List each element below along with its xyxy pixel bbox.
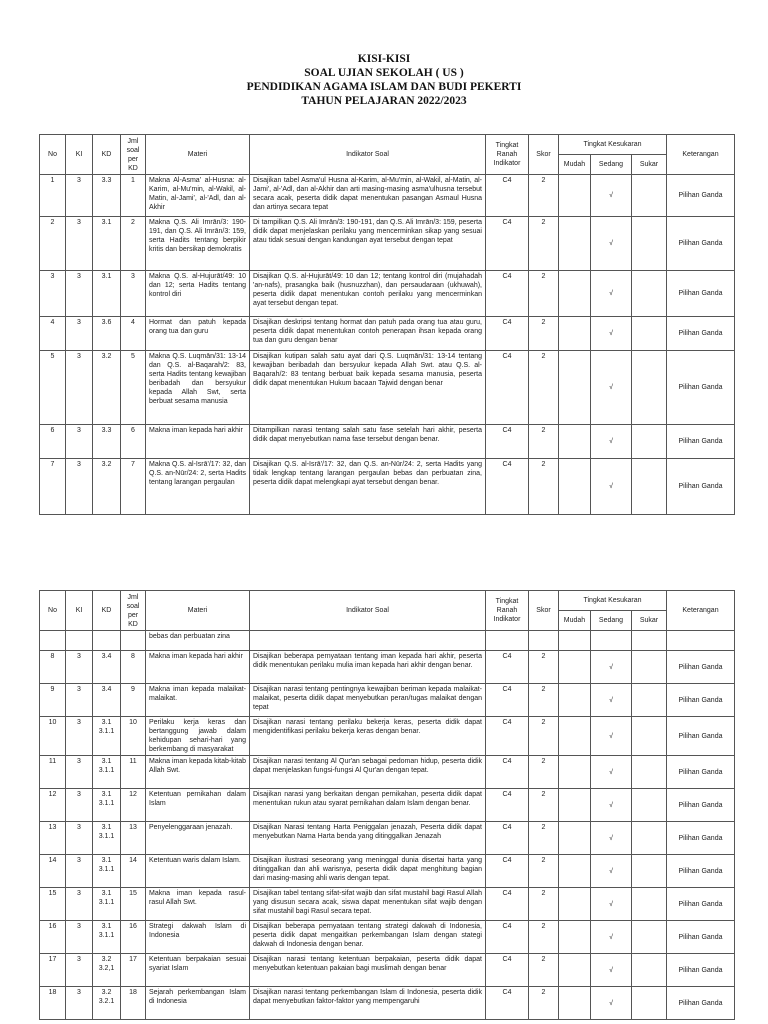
cell-ranah: C4 bbox=[486, 717, 529, 756]
cell-jml-soal: 15 bbox=[121, 888, 146, 921]
cell-skor: 2 bbox=[529, 855, 559, 888]
table-row bbox=[40, 822, 735, 855]
cell-sedang: √ bbox=[591, 217, 632, 271]
cell-skor: 2 bbox=[529, 717, 559, 756]
cell-materi: Makna Q.S. Luqmān/31: 13-14 dan Q.S. al-Baqarah/2: 83, serta Hadits tentang kewajiban beribadah dan bersyukur kepada Allah Swt, serta berbuat sesama manusia bbox=[146, 351, 250, 425]
cell-kd: 3.2 3.2,1 bbox=[93, 954, 121, 987]
cell-ki: 3 bbox=[66, 175, 93, 217]
cell-mudah bbox=[559, 987, 591, 1020]
cell-no: 8 bbox=[40, 651, 66, 684]
cell-keterangan: Pilihan Ganda bbox=[667, 459, 735, 515]
cell-sedang: √ bbox=[591, 459, 632, 515]
title-line-2: SOAL UJIAN SEKOLAH ( US ) bbox=[304, 67, 464, 79]
header-sukar: Sukar bbox=[632, 155, 667, 175]
cell-keterangan: Pilihan Ganda bbox=[667, 217, 735, 271]
cell-ranah: C4 bbox=[486, 317, 529, 351]
cell-no: 5 bbox=[40, 351, 66, 425]
header-materi: Materi bbox=[146, 135, 250, 175]
cell-keterangan: Pilihan Ganda bbox=[667, 822, 735, 855]
cell-keterangan: Pilihan Ganda bbox=[667, 317, 735, 351]
table-row bbox=[40, 317, 735, 351]
cell-sedang: √ bbox=[591, 175, 632, 217]
cell-indikator: Disajikan Narasi tentang Harta Peniggalan jenazah, Peserta didik dapat menyebutkan Nama Harta benda yang ditinggalkan Jenazah bbox=[250, 822, 486, 855]
cell-materi: Ketentuan berpakaian sesuai syariat Islam bbox=[146, 954, 250, 987]
header-no: No bbox=[40, 591, 66, 631]
cell-kd: 3.1 3.1.1 bbox=[93, 822, 121, 855]
cell-no: 13 bbox=[40, 822, 66, 855]
cell-ranah: C4 bbox=[486, 175, 529, 217]
cell-kd: 3.1 3.1.1 bbox=[93, 789, 121, 822]
cell-kd: 3.4 bbox=[93, 651, 121, 684]
cell-indikator: Disajikan kutipan salah satu ayat dari Q.S. Luqmān/31: 13-14 tentang kewajiban beribadah dan bersyukur kepada Allah Swt. atau Q.S. al-Baqarah/2: 83 tentang berbuat baik kepada sesama manusia, peserta didik dapat menentukan Hukum bacaan Tajwid dengan benar bbox=[250, 351, 486, 425]
table-row bbox=[40, 684, 735, 717]
cell-skor: 2 bbox=[529, 651, 559, 684]
cell-materi: Ketentuan waris dalam Islam. bbox=[146, 855, 250, 888]
cell-kd: 3.6 bbox=[93, 317, 121, 351]
cell-indikator: Disajikan deskripsi tentang hormat dan patuh pada orang tua atau guru, peserta didik dapat menentukan contoh penerapan ihsan kepada orang tua dan guru dengan benar bbox=[250, 317, 486, 351]
cell-ranah: C4 bbox=[486, 954, 529, 987]
cell-sukar bbox=[632, 651, 667, 684]
cell-skor: 2 bbox=[529, 684, 559, 717]
cell-kd: 3.1 3.1.1 bbox=[93, 921, 121, 954]
table-row bbox=[40, 954, 735, 987]
cell-jml-soal: 16 bbox=[121, 921, 146, 954]
cell-kd: 3.2 bbox=[93, 351, 121, 425]
cell-ki: 3 bbox=[66, 987, 93, 1020]
cell-sedang: √ bbox=[591, 954, 632, 987]
cell-sukar bbox=[632, 954, 667, 987]
cell-indikator: Disajikan tabel tentang sifat-sifat wajib dan sifat mustahil bagi Rasul Allah yang disusun secara acak, siswa dapat menentukan sifat wajib dengan sifat mustahil bagi Rasul secara tepat. bbox=[250, 888, 486, 921]
header-tingkat-ranah: Tingkat Ranah Indikator bbox=[486, 135, 529, 175]
table-2-body bbox=[40, 631, 735, 1020]
cell-no: 3 bbox=[40, 271, 66, 317]
cell-sukar bbox=[632, 217, 667, 271]
header-jml-soal: Jml soal per KD bbox=[121, 135, 146, 175]
header-ki: KI bbox=[66, 135, 93, 175]
cell-ranah: C4 bbox=[486, 459, 529, 515]
cell-ki: 3 bbox=[66, 855, 93, 888]
cell-indikator: Disajikan narasi yang berkaitan dengan pernikahan, peserta didik dapat menentukan rukun atau syarat pernikahan dalam Islam dengan benar. bbox=[250, 789, 486, 822]
cell-sukar bbox=[632, 459, 667, 515]
cell-mudah bbox=[559, 756, 591, 789]
cell-skor: 2 bbox=[529, 317, 559, 351]
cell-skor: 2 bbox=[529, 459, 559, 515]
cell-indikator: Disajikan narasi tentang perilaku bekerja keras, peserta didik dapat mengidentifikasi perilaku bekerja keras dengan benar. bbox=[250, 717, 486, 756]
cell-no: 16 bbox=[40, 921, 66, 954]
title-line-3: PENDIDIKAN AGAMA ISLAM DAN BUDI PEKERTI bbox=[246, 81, 522, 93]
cell-jml-soal: 4 bbox=[121, 317, 146, 351]
header-kd: KD bbox=[93, 591, 121, 631]
cell-sukar bbox=[632, 921, 667, 954]
cell-materi: Makna Q.S. al-Hujurāt/49: 10 dan 12; serta Hadits tentang kontrol diri bbox=[146, 271, 250, 317]
cell-keterangan: Pilihan Ganda bbox=[667, 425, 735, 459]
cell-ranah: C4 bbox=[486, 651, 529, 684]
cell-no: 14 bbox=[40, 855, 66, 888]
cell-kd: 3.1 bbox=[93, 217, 121, 271]
cell-mudah bbox=[559, 351, 591, 425]
cell-mudah bbox=[559, 684, 591, 717]
cell-sukar bbox=[632, 789, 667, 822]
cell-materi: Penyelenggaraan jenazah. bbox=[146, 822, 250, 855]
title-line-4: TAHUN PELAJARAN 2022/2023 bbox=[301, 95, 467, 107]
cell-ki: 3 bbox=[66, 351, 93, 425]
cell-sedang: √ bbox=[591, 756, 632, 789]
cell-materi: Makna iman kepada hari akhir bbox=[146, 425, 250, 459]
cell-ranah: C4 bbox=[486, 987, 529, 1020]
cell-materi: Strategi dakwah Islam di Indonesia bbox=[146, 921, 250, 954]
cell-indikator: Disajikan Q.S. al-Hujurāt/49: 10 dan 12; tentang kontrol diri (mujahadah 'an-nafs), prasangka baik (husnuzzhan), dan persaudaraan (ukhuwah), peserta didik dapat menentukan contoh perilaku yang mencerminkan ayat tersebut dengan tepat. bbox=[250, 271, 486, 317]
cell-ki: 3 bbox=[66, 789, 93, 822]
cell-sukar bbox=[632, 425, 667, 459]
cell-jml-soal: 13 bbox=[121, 822, 146, 855]
cell-keterangan: Pilihan Ganda bbox=[667, 921, 735, 954]
cell-skor: 2 bbox=[529, 425, 559, 459]
cell-sukar bbox=[632, 684, 667, 717]
table-row bbox=[40, 175, 735, 217]
cell-kd: 3.1 3.1.1 bbox=[93, 756, 121, 789]
kisi-kisi-table-page-2 bbox=[39, 590, 735, 1020]
cell-skor: 2 bbox=[529, 921, 559, 954]
header-sedang: Sedang bbox=[591, 155, 632, 175]
table-row bbox=[40, 789, 735, 822]
cell-materi: Makna Q.S. Ali Imrān/3: 190-191, dan Q.S. Ali Imrān/3: 159, serta Hadits tentang berpikir kritis dan bersikap demokratis bbox=[146, 217, 250, 271]
cell-indikator: Disajikan narasi tentang Al Qur'an sebagai pedoman hidup, peserta didik dapat menjelaskan fungsi-fungsi Al Qur'an dengan tepat. bbox=[250, 756, 486, 789]
cell-ranah: C4 bbox=[486, 756, 529, 789]
cell-ki: 3 bbox=[66, 459, 93, 515]
cell-indikator: Disajikan narasi tentang ketentuan berpakaian, peserta didik dapat menyebutkan ketentuan pakaian bagi muslimah dengan benar bbox=[250, 954, 486, 987]
cell-sukar bbox=[632, 756, 667, 789]
cell-sedang: √ bbox=[591, 271, 632, 317]
cell-ranah: C4 bbox=[486, 425, 529, 459]
cell-jml-soal: 3 bbox=[121, 271, 146, 317]
cell-skor: 2 bbox=[529, 271, 559, 317]
cell-skor: 2 bbox=[529, 822, 559, 855]
cell-materi: Sejarah perkembangan Islam di Indonesia bbox=[146, 987, 250, 1020]
cell-materi: Perilaku kerja keras dan bertanggung jawab dalam kehidupan sehari-hari yang berkembang di masyarakat bbox=[146, 717, 250, 756]
cell-sedang: √ bbox=[591, 684, 632, 717]
header-tingkat-kesukaran: Tingkat Kesukaran bbox=[559, 135, 667, 155]
cell-ki: 3 bbox=[66, 822, 93, 855]
cell-jml-soal: 12 bbox=[121, 789, 146, 822]
cell-sukar bbox=[632, 175, 667, 217]
cell-jml-soal: 7 bbox=[121, 459, 146, 515]
cell-materi: Makna Al-Asma' al-Husna: al-Karim, al-Mu'min, al-Wakil, al-Matin, al-Jami', al-'Adl, dan al-Akhir bbox=[146, 175, 250, 217]
title-line-1: KISI-KISI bbox=[357, 53, 411, 65]
header-sedang: Sedang bbox=[591, 611, 632, 631]
cell-ranah: C4 bbox=[486, 351, 529, 425]
cell-sukar bbox=[632, 317, 667, 351]
cell-no: 7 bbox=[40, 459, 66, 515]
cell-mudah bbox=[559, 954, 591, 987]
header-jml-soal: Jml soal per KD bbox=[121, 591, 146, 631]
cell-keterangan: Pilihan Ganda bbox=[667, 651, 735, 684]
cell-keterangan: Pilihan Ganda bbox=[667, 684, 735, 717]
cell-indikator: Disajikan tabel Asma'ul Husna al-Karim, al-Mu'min, al-Wakil, al-Matin, al-Jami', al-'Adl, dan al-Akhir dan arti masing-masing asma'ulhusna tersebut secara acak, peserta didik dapat menentukan pasangan Asmaul Husna dan artinya secara tepat bbox=[250, 175, 486, 217]
cell-ki: 3 bbox=[66, 651, 93, 684]
cell-ki: 3 bbox=[66, 954, 93, 987]
cell-no: 17 bbox=[40, 954, 66, 987]
cell-mudah bbox=[559, 888, 591, 921]
cell-indikator: Disajikan beberapa pernyataan tentang iman kepada hari akhir, peserta didik menentukan perilaku mulia iman kepada hari akhir dengan benar. bbox=[250, 651, 486, 684]
cell-ki: 3 bbox=[66, 317, 93, 351]
header-skor: Skor bbox=[529, 591, 559, 631]
cell-jml-soal: 18 bbox=[121, 987, 146, 1020]
cell-skor: 2 bbox=[529, 888, 559, 921]
cell-sukar bbox=[632, 351, 667, 425]
cell-no: 18 bbox=[40, 987, 66, 1020]
cell-materi: Makna iman kepada rasul-rasul Allah Swt. bbox=[146, 888, 250, 921]
cell-no: 12 bbox=[40, 789, 66, 822]
cell-ki: 3 bbox=[66, 684, 93, 717]
header-indikator: Indikator Soal bbox=[250, 135, 486, 175]
cell-sukar bbox=[632, 888, 667, 921]
cell-indikator: Di tampilkan Q.S. Ali Imrān/3: 190-191, dan Q.S. Ali Imrān/3: 159, peserta didik dapat menjelaskan perilaku yang mencerminkan sikap yang sesuai atau tidak sesuai dengan kandungan ayat tersebut dengan tepat bbox=[250, 217, 486, 271]
cell-materi: Makna iman kepada hari akhir bbox=[146, 651, 250, 684]
cell-sedang: √ bbox=[591, 921, 632, 954]
cell-no: 11 bbox=[40, 756, 66, 789]
cell-mudah bbox=[559, 651, 591, 684]
cell-ki: 3 bbox=[66, 425, 93, 459]
header-indikator: Indikator Soal bbox=[250, 591, 486, 631]
header-skor: Skor bbox=[529, 135, 559, 175]
cell-jml-soal: 14 bbox=[121, 855, 146, 888]
cell-keterangan: Pilihan Ganda bbox=[667, 351, 735, 425]
cell-kd: 3.1 bbox=[93, 271, 121, 317]
cell-skor: 2 bbox=[529, 217, 559, 271]
table-row bbox=[40, 351, 735, 425]
cell-kd: 3.4 bbox=[93, 684, 121, 717]
cell-keterangan: Pilihan Ganda bbox=[667, 717, 735, 756]
table-row bbox=[40, 217, 735, 271]
cell-skor: 2 bbox=[529, 756, 559, 789]
cell-ki: 3 bbox=[66, 271, 93, 317]
cell-jml-soal: 2 bbox=[121, 217, 146, 271]
cell-materi: Hormat dan patuh kepada orang tua dan guru bbox=[146, 317, 250, 351]
cell-mudah bbox=[559, 717, 591, 756]
cell-mudah bbox=[559, 459, 591, 515]
cell-materi: Makna Q.S. al-Isrā'/17: 32, dan Q.S. an-Nūr/24: 2, serta Hadits tentang larangan pergaulan bbox=[146, 459, 250, 515]
cell-jml-soal: 11 bbox=[121, 756, 146, 789]
header-ki: KI bbox=[66, 591, 93, 631]
cell-indikator: Ditampilkan narasi tentang salah satu fase setelah hari akhir, peserta didik dapat menyebutkan nama fase tersebut dengan benar. bbox=[250, 425, 486, 459]
cell-no: 1 bbox=[40, 175, 66, 217]
cell-ki: 3 bbox=[66, 217, 93, 271]
cell-no: 10 bbox=[40, 717, 66, 756]
cell-kd: 3.1 3.1.1 bbox=[93, 717, 121, 756]
cell-ranah: C4 bbox=[486, 684, 529, 717]
cell-jml-soal: 5 bbox=[121, 351, 146, 425]
cell-indikator: Disajikan narasi tentang perkembangan Islam di Indonesia, peserta didik dapat menyebutkan faktor-faktor yang mempengaruhi bbox=[250, 987, 486, 1020]
table-row bbox=[40, 717, 735, 756]
cell-mudah bbox=[559, 175, 591, 217]
cell-sukar bbox=[632, 717, 667, 756]
document-title bbox=[0, 52, 768, 108]
cell-ki: 3 bbox=[66, 921, 93, 954]
cell-kd: 3.1 3.1.1 bbox=[93, 855, 121, 888]
cell-keterangan: Pilihan Ganda bbox=[667, 271, 735, 317]
table-row bbox=[40, 459, 735, 515]
cell-ki: 3 bbox=[66, 717, 93, 756]
cell-ranah: C4 bbox=[486, 789, 529, 822]
cell-skor: 2 bbox=[529, 987, 559, 1020]
cell-mudah bbox=[559, 317, 591, 351]
cell-sukar bbox=[632, 987, 667, 1020]
cell-indikator: Disajikan ilustrasi seseorang yang meninggal dunia disertai harta yang ditinggalkan dan ahli warisnya, peserta didik dapat menghitung bagian dari masing-masing ahli waris dengan tepat. bbox=[250, 855, 486, 888]
cell-keterangan: Pilihan Ganda bbox=[667, 954, 735, 987]
cell-sukar bbox=[632, 855, 667, 888]
cell-kd: 3.1 3.1.1 bbox=[93, 888, 121, 921]
cell-jml-soal: 17 bbox=[121, 954, 146, 987]
cell-sedang: √ bbox=[591, 425, 632, 459]
header-keterangan: Keterangan bbox=[667, 591, 735, 631]
table-row bbox=[40, 987, 735, 1020]
cell-mudah bbox=[559, 217, 591, 271]
cell-skor: 2 bbox=[529, 789, 559, 822]
cell-sedang: √ bbox=[591, 888, 632, 921]
cell-kd: 3.3 bbox=[93, 425, 121, 459]
cell-skor: 2 bbox=[529, 954, 559, 987]
header-kd: KD bbox=[93, 135, 121, 175]
cell-sukar bbox=[632, 271, 667, 317]
cell-no: 15 bbox=[40, 888, 66, 921]
cell-sukar bbox=[632, 822, 667, 855]
header-mudah: Mudah bbox=[559, 611, 591, 631]
cell-sedang: √ bbox=[591, 789, 632, 822]
header-sukar: Sukar bbox=[632, 611, 667, 631]
cell-sedang: √ bbox=[591, 717, 632, 756]
cell-ranah: C4 bbox=[486, 822, 529, 855]
cell-jml-soal: 1 bbox=[121, 175, 146, 217]
cell-sedang: √ bbox=[591, 317, 632, 351]
cell-ranah: C4 bbox=[486, 855, 529, 888]
cell-ranah: C4 bbox=[486, 217, 529, 271]
header-tingkat-kesukaran: Tingkat Kesukaran bbox=[559, 591, 667, 611]
kisi-kisi-table-page-1 bbox=[39, 134, 735, 515]
cell-keterangan: Pilihan Ganda bbox=[667, 855, 735, 888]
cell-keterangan: Pilihan Ganda bbox=[667, 789, 735, 822]
continuation-row bbox=[40, 631, 735, 651]
header-mudah: Mudah bbox=[559, 155, 591, 175]
cell-mudah bbox=[559, 921, 591, 954]
cell-kd: 3.2 3.2.1 bbox=[93, 987, 121, 1020]
cell-keterangan: Pilihan Ganda bbox=[667, 175, 735, 217]
table-row bbox=[40, 921, 735, 954]
cell-ranah: C4 bbox=[486, 271, 529, 317]
table-row bbox=[40, 425, 735, 459]
cell-ki: 3 bbox=[66, 888, 93, 921]
cell-jml-soal: 6 bbox=[121, 425, 146, 459]
cell-mudah bbox=[559, 855, 591, 888]
cell-skor: 2 bbox=[529, 351, 559, 425]
table-row bbox=[40, 651, 735, 684]
cell-ranah: C4 bbox=[486, 921, 529, 954]
cell-sedang: √ bbox=[591, 351, 632, 425]
cell-kd: 3.2 bbox=[93, 459, 121, 515]
cell-materi: Ketentuan pernikahan dalam Islam bbox=[146, 789, 250, 822]
cell-sedang: √ bbox=[591, 855, 632, 888]
cell-materi: bebas dan perbuatan zina bbox=[146, 631, 250, 651]
cell-mudah bbox=[559, 789, 591, 822]
cell-no: 2 bbox=[40, 217, 66, 271]
cell-materi: Makna iman kepada malaikat-malaikat. bbox=[146, 684, 250, 717]
cell-no: 4 bbox=[40, 317, 66, 351]
header-materi: Materi bbox=[146, 591, 250, 631]
table-row bbox=[40, 756, 735, 789]
table-row bbox=[40, 271, 735, 317]
cell-jml-soal: 10 bbox=[121, 717, 146, 756]
cell-no: 9 bbox=[40, 684, 66, 717]
table-row bbox=[40, 888, 735, 921]
cell-jml-soal: 8 bbox=[121, 651, 146, 684]
cell-no: 6 bbox=[40, 425, 66, 459]
table-row bbox=[40, 855, 735, 888]
cell-mudah bbox=[559, 822, 591, 855]
header-keterangan: Keterangan bbox=[667, 135, 735, 175]
cell-ranah: C4 bbox=[486, 888, 529, 921]
cell-sedang: √ bbox=[591, 651, 632, 684]
cell-indikator: Disajikan Q.S. al-Isrā'/17: 32, dan Q.S. an-Nūr/24: 2, serta Hadits yang tidak lengkap tentang larangan pergaulan bebas dan perbuatan zina, peserta didik dapat melengkapi ayat tersebut dengan benar. bbox=[250, 459, 486, 515]
cell-kd: 3.3 bbox=[93, 175, 121, 217]
cell-keterangan: Pilihan Ganda bbox=[667, 987, 735, 1020]
cell-keterangan: Pilihan Ganda bbox=[667, 756, 735, 789]
table-1-body bbox=[40, 175, 735, 515]
cell-ki: 3 bbox=[66, 756, 93, 789]
cell-mudah bbox=[559, 271, 591, 317]
header-no: No bbox=[40, 135, 66, 175]
cell-mudah bbox=[559, 425, 591, 459]
cell-sedang: √ bbox=[591, 987, 632, 1020]
cell-jml-soal: 9 bbox=[121, 684, 146, 717]
cell-sedang: √ bbox=[591, 822, 632, 855]
cell-keterangan: Pilihan Ganda bbox=[667, 888, 735, 921]
cell-skor: 2 bbox=[529, 175, 559, 217]
cell-materi: Makna iman kepada kitab-kitab Allah Swt. bbox=[146, 756, 250, 789]
header-tingkat-ranah: Tingkat Ranah Indikator bbox=[486, 591, 529, 631]
cell-indikator: Disajikan beberapa pernyataan tentang strategi dakwah di Indonesia, peserta didik dapat mengaitkan perkembangan Islam dengan stategi dakwah di Indonesia dengan benar. bbox=[250, 921, 486, 954]
cell-indikator: Disajikan narasi tentang pentingnya kewajiban beriman kepada malaikat-malaikat, peserta didik dapat menyebutkan peran/tugas malaikat dengan tepat bbox=[250, 684, 486, 717]
